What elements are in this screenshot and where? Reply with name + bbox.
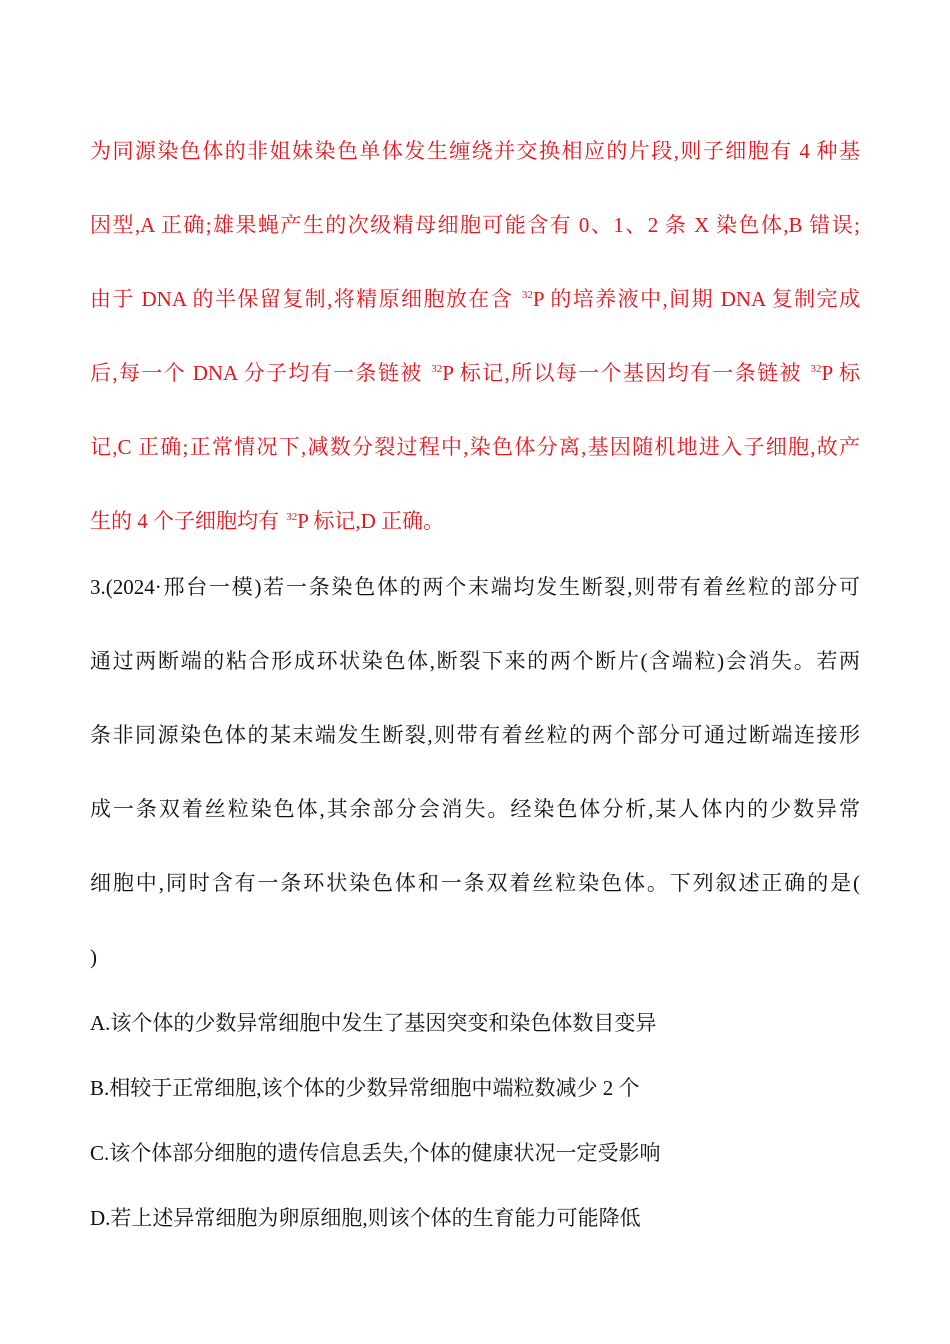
question-line-3: 条非同源染色体的某末端发生断裂,则带有着丝粒的两个部分可通过断端连接形 bbox=[90, 723, 860, 747]
isotope-superscript: 32 bbox=[431, 363, 443, 375]
explanation-line-3: 由于 DNA 的半保留复制,将精原细胞放在含 $^{32}$P 的培养液中,间期 DNA 复制完成 bbox=[90, 287, 860, 311]
explanation-line-6: 生的 4 个子细胞均有 $^{32}$P 标记,D 正确。 bbox=[90, 509, 445, 533]
explanation-line-4: 后,每一个 DNA 分子均有一条链被 $^{32}$P 标记,所以每一个基因均有一条链被 $^{32}$P 标 bbox=[90, 361, 861, 385]
isotope-superscript: 32 bbox=[521, 289, 533, 301]
option-d: D.若上述异常细胞为卵原细胞,则该个体的生育能力可能降低 bbox=[90, 1206, 641, 1230]
question-line-2: 通过两断端的粘合形成环状染色体,断裂下来的两个断片(含端粒)会消失。若两 bbox=[90, 649, 860, 673]
question-line-5: 细胞中,同时含有一条环状染色体和一条双着丝粒染色体。下列叙述正确的是( bbox=[90, 871, 860, 895]
isotope-superscript: 32 bbox=[810, 363, 822, 375]
question-line-6: ) bbox=[90, 945, 97, 969]
explanation-line-1: 为同源染色体的非姐妹染色单体发生缠绕并交换相应的片段,则子细胞有 4 种基 bbox=[90, 139, 860, 163]
option-b: B.相较于正常细胞,该个体的少数异常细胞中端粒数减少 2 个 bbox=[90, 1076, 640, 1100]
explanation-line-5: 记,C 正确;正常情况下,减数分裂过程中,染色体分离,基因随机地进入子细胞,故产 bbox=[90, 435, 860, 459]
option-a: A.该个体的少数异常细胞中发生了基因突变和染色体数目变异 bbox=[90, 1011, 657, 1035]
question-line-4: 成一条双着丝粒染色体,其余部分会消失。经染色体分析,某人体内的少数异常 bbox=[90, 797, 860, 821]
explanation-line-2: 因型,A 正确;雄果蝇产生的次级精母细胞可能含有 0、1、2 条 X 染色体,B 错误; bbox=[90, 213, 860, 237]
question-line-1: 3.(2024·邢台一模)若一条染色体的两个末端均发生断裂,则带有着丝粒的部分可 bbox=[90, 575, 860, 599]
option-c: C.该个体部分细胞的遗传信息丢失,个体的健康状况一定受影响 bbox=[90, 1141, 661, 1165]
isotope-superscript: 32 bbox=[286, 511, 298, 523]
